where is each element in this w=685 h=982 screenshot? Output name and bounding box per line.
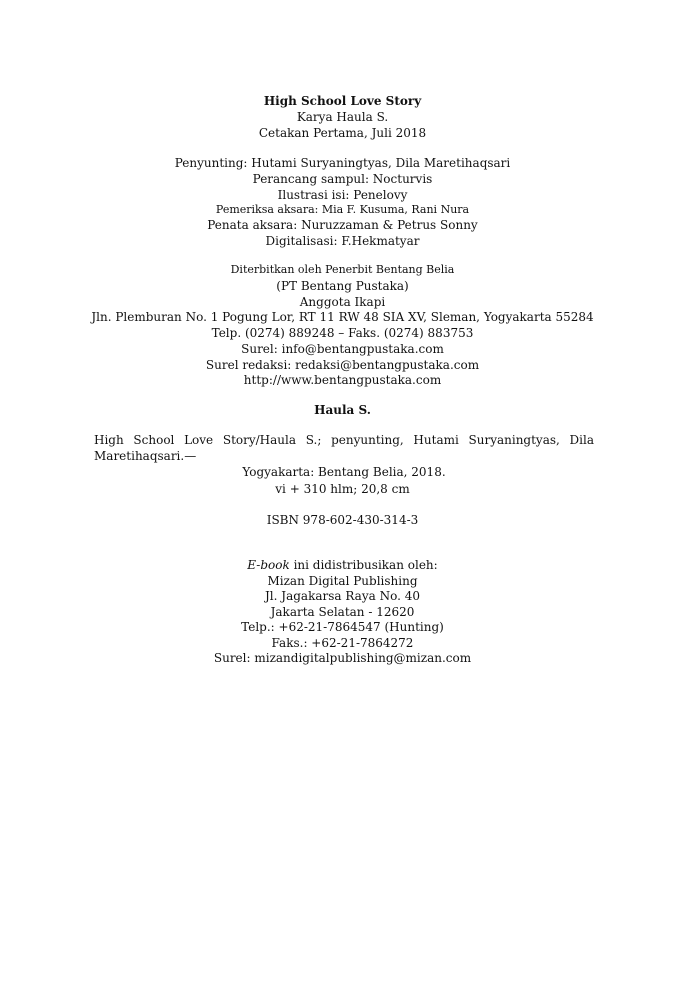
distributor-fax-line: Faks.: +62-21-7864272 bbox=[271, 636, 414, 650]
isbn-line: ISBN 978-602-430-314-3 bbox=[266, 513, 419, 527]
publisher-member-line: Anggota Ikapi bbox=[299, 295, 386, 309]
illustration-line: Ilustrasi isi: Penelovy bbox=[277, 188, 408, 202]
cover-designer-line: Perancang sampul: Nocturvis bbox=[252, 172, 433, 186]
author-line: Karya Haula S. bbox=[296, 110, 389, 124]
published-by-line: Diterbitkan oleh Penerbit Bentang Belia bbox=[230, 263, 455, 276]
editors-line: Penyunting: Hutami Suryaningtyas, Dila Maretihaqsari bbox=[174, 156, 511, 170]
cip-entry bbox=[94, 432, 594, 480]
book-title: High School Love Story bbox=[263, 94, 422, 108]
distributor-name-line: Mizan Digital Publishing bbox=[267, 574, 418, 588]
cip-heading: Haula S. bbox=[314, 403, 371, 417]
cip-entry-line2: Yogyakarta: Bentang Belia, 2018. bbox=[242, 465, 446, 479]
publisher-phone-line: Telp. (0274) 889248 – Faks. (0274) 883753 bbox=[211, 326, 474, 340]
publisher-website-line: http://www.bentangpustaka.com bbox=[243, 373, 442, 387]
ebook-word: E-book bbox=[247, 558, 290, 572]
distributed-by-text: ini didistribusikan oleh: bbox=[289, 558, 438, 572]
distributor-phone-line: Telp.: +62-21-7864547 (Hunting) bbox=[241, 620, 444, 634]
digitalization-line: Digitalisasi: F.Hekmatyar bbox=[265, 234, 420, 248]
publisher-company-line: (PT Bentang Pustaka) bbox=[276, 279, 409, 293]
cip-physical-line: vi + 310 hlm; 20,8 cm bbox=[275, 482, 410, 496]
distributor-email-line: Surel: mizandigitalpublishing@mizan.com bbox=[213, 651, 472, 665]
distributor-city-line: Jakarta Selatan - 12620 bbox=[270, 605, 415, 619]
edition-line: Cetakan Pertama, Juli 2018 bbox=[258, 126, 427, 140]
typesetters-line: Penata aksara: Nuruzzaman & Petrus Sonny bbox=[207, 218, 478, 232]
proofreaders-line: Pemeriksa aksara: Mia F. Kusuma, Rani Nura bbox=[215, 203, 470, 216]
ebook-distribution-line bbox=[0, 557, 685, 573]
publisher-editorial-email-line: Surel redaksi: redaksi@bentangpustaka.com bbox=[205, 358, 480, 372]
publisher-address-line: Jln. Plemburan No. 1 Pogung Lor, RT 11 RW 48 SIA XV, Sleman, Yogyakarta 55284 bbox=[91, 310, 594, 324]
cip-entry-line1: High School Love Story/Haula S.; penyunting, Hutami Suryaningtyas, Dila Maretihaqsari.— bbox=[94, 433, 594, 463]
distributor-street-line: Jl. Jagakarsa Raya No. 40 bbox=[265, 589, 420, 603]
publisher-email-line: Surel: info@bentangpustaka.com bbox=[241, 342, 444, 356]
